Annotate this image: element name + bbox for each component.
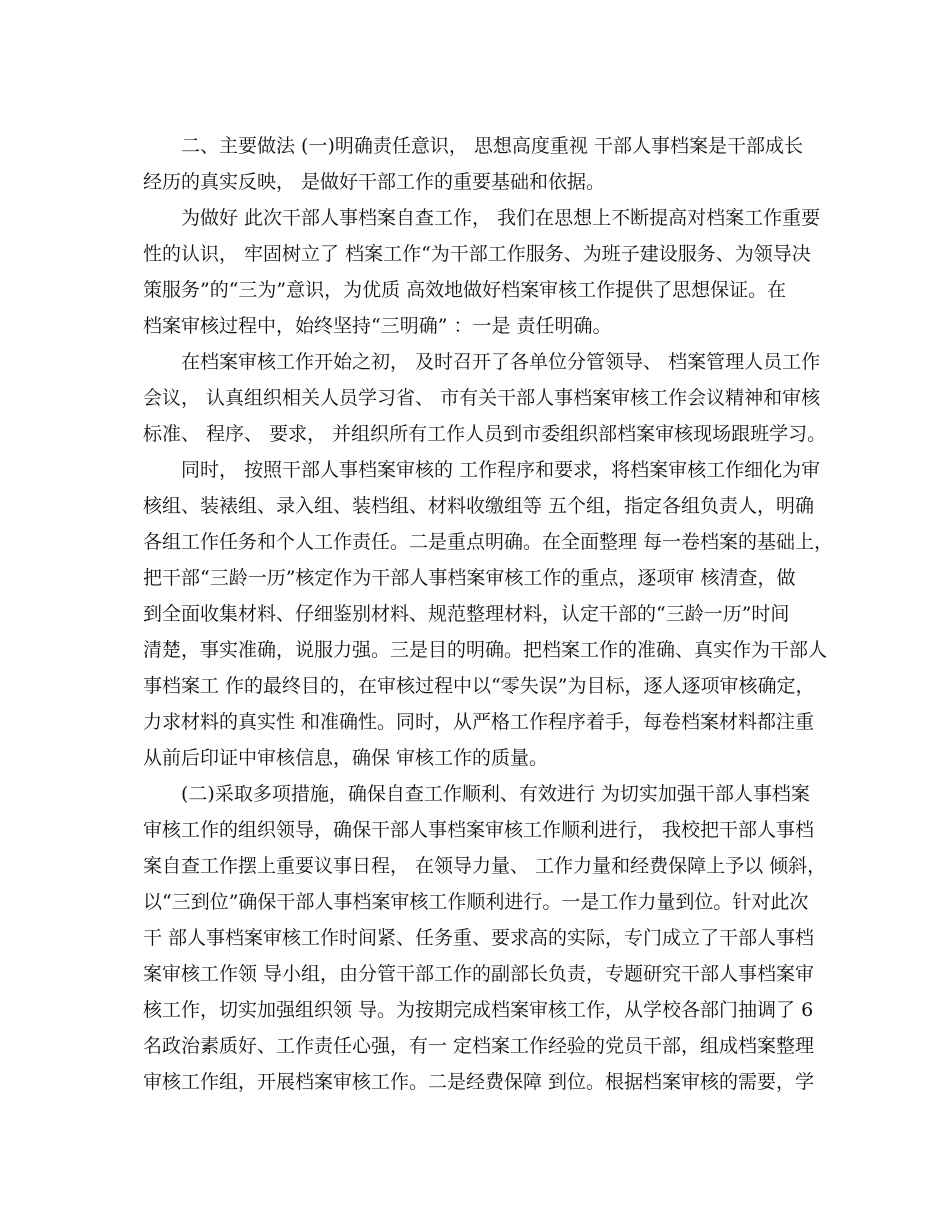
text-line: 名政治素质好、工作责任心强，有一 定档案工作经验的党员干部，组成档案整理 (143, 1035, 815, 1057)
text-line: 在档案审核工作开始之初， 及时召开了各单位分管领导、 档案管理人员工作 (181, 351, 821, 373)
text-line: (二)采取多项措施，确保自查工作顺利、有效进行 为切实加强干部人事档案 (181, 783, 810, 805)
text-line: 档案审核过程中，始终坚持“三明确” ：一是 责任明确。 (143, 315, 612, 337)
text-line: 案审核工作领 导小组，由分管干部工作的副部长负责，专题研究干部人事档案审 (143, 963, 815, 985)
paragraph-4 (143, 452, 834, 776)
text-line: 为做好 此次干部人事档案自查工作， 我们在思想上不断提高对档案工作重要 (181, 207, 821, 229)
text-line: 事档案工 作的最终目的，在审核过程中以“零失误”为目标，逐人逐项审核确定， (143, 675, 815, 697)
text-line: 案自查工作摆上重要议事日程， 在领导力量、 工作力量和经费保障上予以 倾斜， (143, 855, 827, 877)
paragraph-1 (143, 128, 811, 200)
text-line: 性的认识， 牢固树立了 档案工作“为干部工作服务、为班子建设服务、为领导决 (143, 243, 811, 265)
text-line: 经历的真实反映， 是做好干部工作的重要基础和依据。 (143, 171, 606, 193)
text-line: 标准、 程序、 要求， 并组织所有工作人员到市委组织部档案审核现场跟班学习。 (143, 423, 827, 445)
text-line: 核工作，切实加强组织领 导。为按期完成档案审核工作，从学校各部门抽调了 6 (143, 999, 814, 1021)
text-line: 清楚，事实准确，说服力强。三是目的明确。把档案工作的准确、真实作为干部人 (143, 639, 828, 661)
text-line: 同时， 按照干部人事档案审核的 工作程序和要求，将档案审核工作细化为审 (181, 459, 821, 481)
paragraph-3 (143, 344, 827, 452)
text-line: 审核工作组，开展档案审核工作。二是经费保障 到位。根据档案审核的需要，学 (143, 1071, 815, 1093)
text-line: 以“三到位”确保干部人事档案审核工作顺利进行。一是工作力量到位。针对此次 (143, 891, 809, 913)
text-line: 会议， 认真组织相关人员学习省、 市有关干部人事档案审核工作会议精神和审核 (143, 387, 821, 409)
text-line: 到全面收集材料、仔细鉴别材料、规范整理材料，认定干部的“三龄一历”时间 (143, 603, 790, 625)
text-line: 干 部人事档案审核工作时间紧、任务重、要求高的实际，专门成立了干部人事档 (143, 927, 815, 949)
document-body (143, 128, 834, 1100)
text-line: 审核工作的组织领导，确保干部人事档案审核工作顺利进行， 我校把干部人事档 (143, 819, 815, 841)
text-line: 从前后印证中审核信息，确保 审核工作的质量。 (143, 747, 549, 769)
text-line: 核组、装裱组、录入组、装档组、材料收缴组等 五个组，指定各组负责人，明确 (143, 495, 815, 517)
text-line: 策服务”的“三为”意识，为优质 高效地做好档案审核工作提供了思想保证。在 (143, 279, 787, 301)
text-line: 二、主要做法 (一)明确责任意识， 思想高度重视 干部人事档案是干部成长 (181, 135, 803, 157)
text-line: 各组工作任务和个人工作责任。二是重点明确。在全面整理 每一卷档案的基础上， (143, 531, 834, 553)
paragraph-2 (143, 200, 821, 344)
paragraph-5 (143, 776, 827, 1100)
text-line: 力求材料的真实性 和准确性。同时，从严格工作程序着手，每卷档案材料都注重 (143, 711, 815, 733)
text-line: 把干部“三龄一历”核定作为干部人事档案审核工作的重点，逐项审 核清查，做 (143, 567, 796, 589)
